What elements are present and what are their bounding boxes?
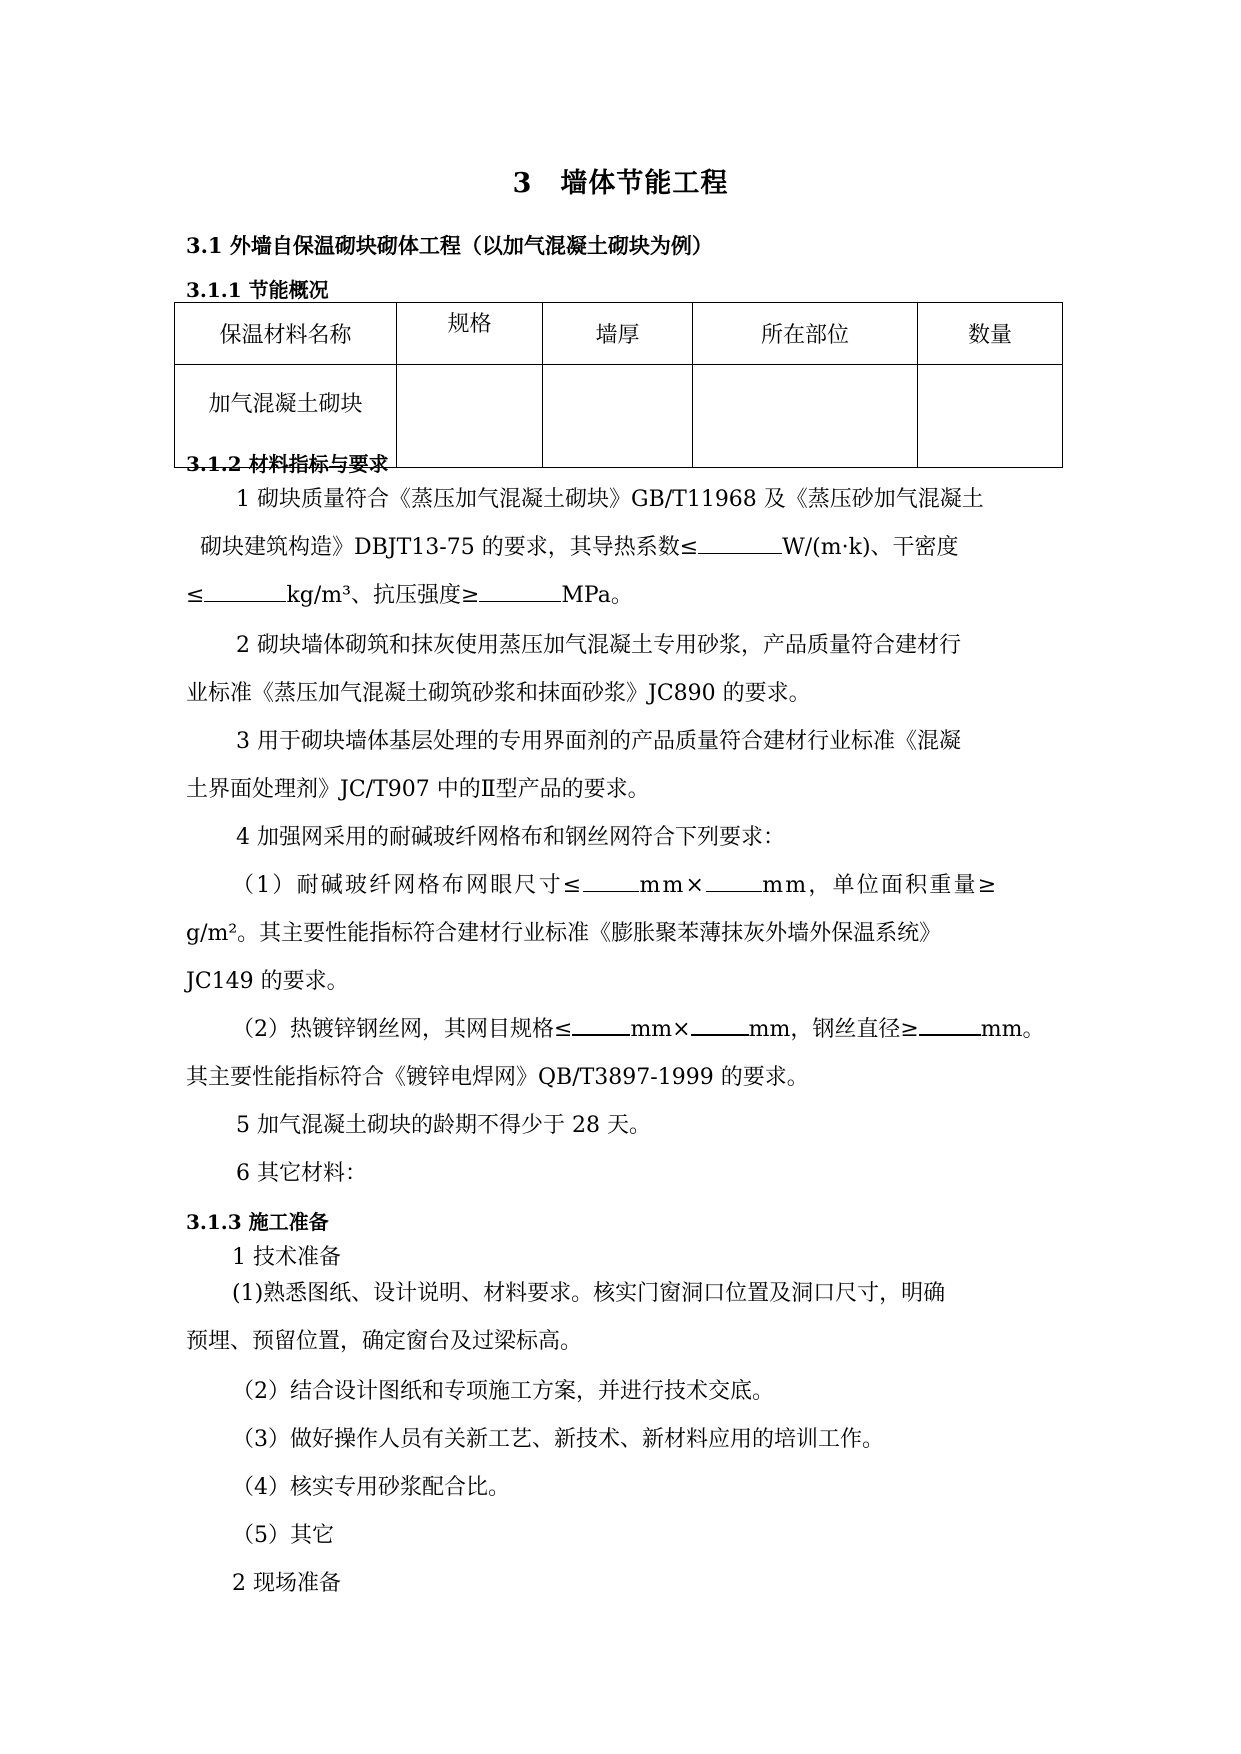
table-cell	[693, 365, 918, 468]
section-heading-3-1-3: 3.1.3 施工准备	[186, 1210, 329, 1234]
req4-1-line3: JC149 的要求。	[186, 969, 349, 994]
req5-line: 5 加气混凝土砌块的龄期不得少于 28 天。	[236, 1113, 651, 1138]
table-cell	[397, 365, 543, 468]
req4-1-line1	[232, 868, 998, 899]
table-cell: 加气混凝土砌块	[175, 365, 397, 468]
table-cell	[543, 365, 693, 468]
req3-line2: 土界面处理剂》JC/T907 中的Ⅱ型产品的要求。	[186, 777, 650, 802]
req4-1-text: mm×	[639, 873, 707, 898]
table-header-cell: 数量	[918, 303, 1063, 365]
req4-1-line2: g/m²。其主要性能指标符合建材行业标准《膨胀聚苯薄抹灰外墙外保温系统》	[186, 921, 942, 946]
req4-line: 4 加强网采用的耐碱玻纤网格布和钢丝网符合下列要求：	[236, 825, 785, 850]
blank-field	[572, 1014, 630, 1036]
table-cell	[918, 365, 1063, 468]
prep1-5-line: （5）其它	[232, 1523, 334, 1548]
section-heading-3-1-1: 3.1.1 节能概况	[186, 278, 329, 302]
req1-line1: 1 砌块质量符合《蒸压加气混凝土砌块》GB/T11968 及《蒸压砂加气混凝土	[236, 487, 984, 512]
prep1-3-line: （3）做好操作人员有关新工艺、新技术、新材料应用的培训工作。	[232, 1427, 884, 1452]
prep1-4-line: （4）核实专用砂浆配合比。	[232, 1475, 510, 1500]
blank-field	[204, 581, 286, 602]
req4-1-text: mm，单位面积重量≥	[762, 873, 999, 898]
blank-field	[698, 533, 782, 554]
req6-line: 6 其它材料：	[236, 1161, 367, 1186]
blank-field	[706, 871, 762, 892]
req4-2-text: mm，钢丝直径≥	[748, 1017, 919, 1042]
req1-text: W/(m·k)、干密度	[782, 535, 959, 560]
req4-2-line2: 其主要性能指标符合《镀锌电焊网》QB/T3897-1999 的要求。	[186, 1065, 809, 1090]
req4-2-text: （2）热镀锌钢丝网，其网目规格≤	[232, 1017, 573, 1042]
req1-line3	[186, 578, 633, 609]
req1-line2	[200, 530, 959, 561]
blank-field	[919, 1014, 981, 1036]
section-heading-3-1: 3.1 外墙自保温砌块砌体工程（以加气混凝土砌块为例）	[186, 233, 713, 258]
req4-1-text: （1）耐碱玻纤网格布网眼尺寸≤	[232, 873, 584, 898]
prep2-line: 2 现场准备	[232, 1571, 341, 1596]
req4-2-text: mm。	[980, 1017, 1045, 1042]
prep1-1-line1: (1)熟悉图纸、设计说明、材料要求。核实门窗洞口位置及洞口尺寸，明确	[232, 1281, 946, 1306]
table-header-cell: 规格	[397, 303, 543, 365]
blank-field	[691, 1014, 749, 1036]
req2-line2: 业标准《蒸压加气混凝土砌筑砂浆和抹面砂浆》JC890 的要求。	[186, 681, 811, 706]
table-header-cell: 所在部位	[693, 303, 918, 365]
prep1-1-line2: 预埋、预留位置，确定窗台及过梁标高。	[186, 1329, 583, 1354]
req1-text: kg/m³、抗压强度≥	[286, 583, 480, 608]
prep1-2-line: （2）结合设计图纸和专项施工方案，并进行技术交底。	[232, 1379, 774, 1404]
table-header-row	[175, 303, 1063, 365]
table-header-cell: 墙厚	[543, 303, 693, 365]
req2-line1: 2 砌块墙体砌筑和抹灰使用蒸压加气混凝土专用砂浆，产品质量符合建材行	[236, 633, 961, 658]
req1-text: 砌块建筑构造》DBJT13-75 的要求，其导热系数≤	[200, 535, 699, 560]
req3-line1: 3 用于砌块墙体基层处理的专用界面剂的产品质量符合建材行业标准《混凝	[236, 729, 961, 754]
chapter-title: 3 墙体节能工程	[512, 168, 729, 199]
section-heading-3-1-2: 3.1.2 材料指标与要求	[186, 452, 389, 476]
blank-field	[479, 581, 561, 602]
blank-field	[583, 871, 639, 892]
req4-2-line1	[232, 1012, 1045, 1043]
table-header-cell: 保温材料名称	[175, 303, 397, 365]
req1-text: MPa。	[561, 583, 633, 608]
req1-text: ≤	[186, 583, 205, 608]
prep1-line: 1 技术准备	[232, 1245, 341, 1270]
req4-2-text: mm×	[630, 1017, 691, 1042]
energy-overview-table	[174, 302, 1063, 468]
